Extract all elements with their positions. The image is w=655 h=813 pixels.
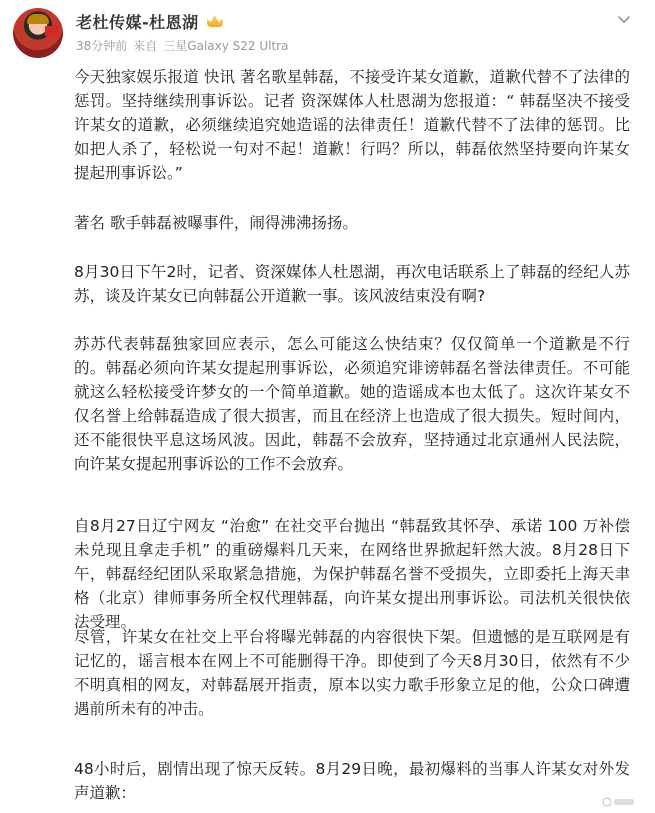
avatar-hat-shape bbox=[27, 14, 49, 24]
paragraph: 苏苏代表韩磊独家回应表示，怎么可能这么快结束？仅仅简单一个道歉是不行的。韩磊必须向许某女提起刑事诉讼，必须追究诽谤韩磊名誉法律责任。不可能就这么轻松接受许梦女的一个简单道歉。她的造谣成本也太低了。这次许某女不仅名誉上给韩磊造成了很大损害，而且在经济上也造成了很大损失。短时间内，还不能很快平息这场风波。因此，韩磊不会放弃，坚持通过北京通州人民法院，向许某女提起刑事诉讼的工作不会放弃。 bbox=[74, 335, 630, 473]
avatar[interactable] bbox=[13, 8, 63, 58]
post-meta bbox=[76, 37, 288, 54]
paragraph-lead: 今天独家娱乐报道 快讯 著名歌星韩磊，不接受许某女道歉，道歉代替不了法律的惩罚。坚持继续刑事诉讼。记者 资深媒体人杜恩湖为您报道：“ 韩磊坚决不接受许某女的道歉，必须继续追究她造谣的法律责任！道歉代替不了法律的惩罚。比如把人杀了，轻松说一句对不起！道歉！行吗？所以，韩磊依然坚持要向许某女提起刑事诉讼。” bbox=[74, 68, 630, 182]
paragraph: 自8月27日辽宁网友 “治愈” 在社交平台抛出 “韩磊致其怀孕、承诺 100 万补偿未兑现且拿走手机” 的重磅爆料几天来，在网络世界掀起轩然大波。8月28日下午，韩磊经纪团队采取紧急措施，为保护韩磊名誉不受损失，立即委托上海天聿格（北京）律师事务所全权代理韩磊，向许某女提出刑事诉讼。司法机关很快依法受理。 bbox=[74, 517, 630, 631]
paragraph: 8月30日下午2时，记者、资深媒体人杜恩湖，再次电话联系上了韩磊的经纪人苏苏，谈及许某女已向韩磊公开道歉一事。该风波结束没有啊? bbox=[74, 263, 630, 305]
post-body bbox=[0, 62, 655, 813]
username-row bbox=[76, 9, 225, 33]
post-header bbox=[0, 0, 655, 62]
device-name: 三星Galaxy S22 Ultra bbox=[163, 39, 289, 53]
author-name[interactable]: 老杜传媒-杜恩湖 bbox=[76, 12, 199, 32]
watermark-icon bbox=[601, 795, 637, 809]
crown-badge-icon bbox=[205, 13, 225, 29]
paragraph: 尽管，许某女在社交上平台将曝光韩磊的内容很快下架。但遗憾的是互联网是有记忆的，谣言根本在网上不可能删得干净。即使到了今天8月30日，依然有不少不明真相的网友，对韩磊展开指责，原本以实力歌手形象立足的他，公众口碑遭遇前所未有的冲击。 bbox=[74, 628, 630, 718]
avatar-flag-shape bbox=[45, 26, 59, 36]
paragraph: 著名 歌手韩磊被曝事件，闹得沸沸扬扬。 bbox=[74, 214, 358, 232]
post-time: 38分钟前 bbox=[76, 39, 128, 53]
chevron-down-icon[interactable] bbox=[615, 10, 633, 28]
source-prefix: 来自 bbox=[133, 39, 158, 53]
paragraph: 48小时后，剧情出现了惊天反转。8月29日晚，最初爆料的当事人许某女对外发声道歉： bbox=[74, 760, 630, 802]
